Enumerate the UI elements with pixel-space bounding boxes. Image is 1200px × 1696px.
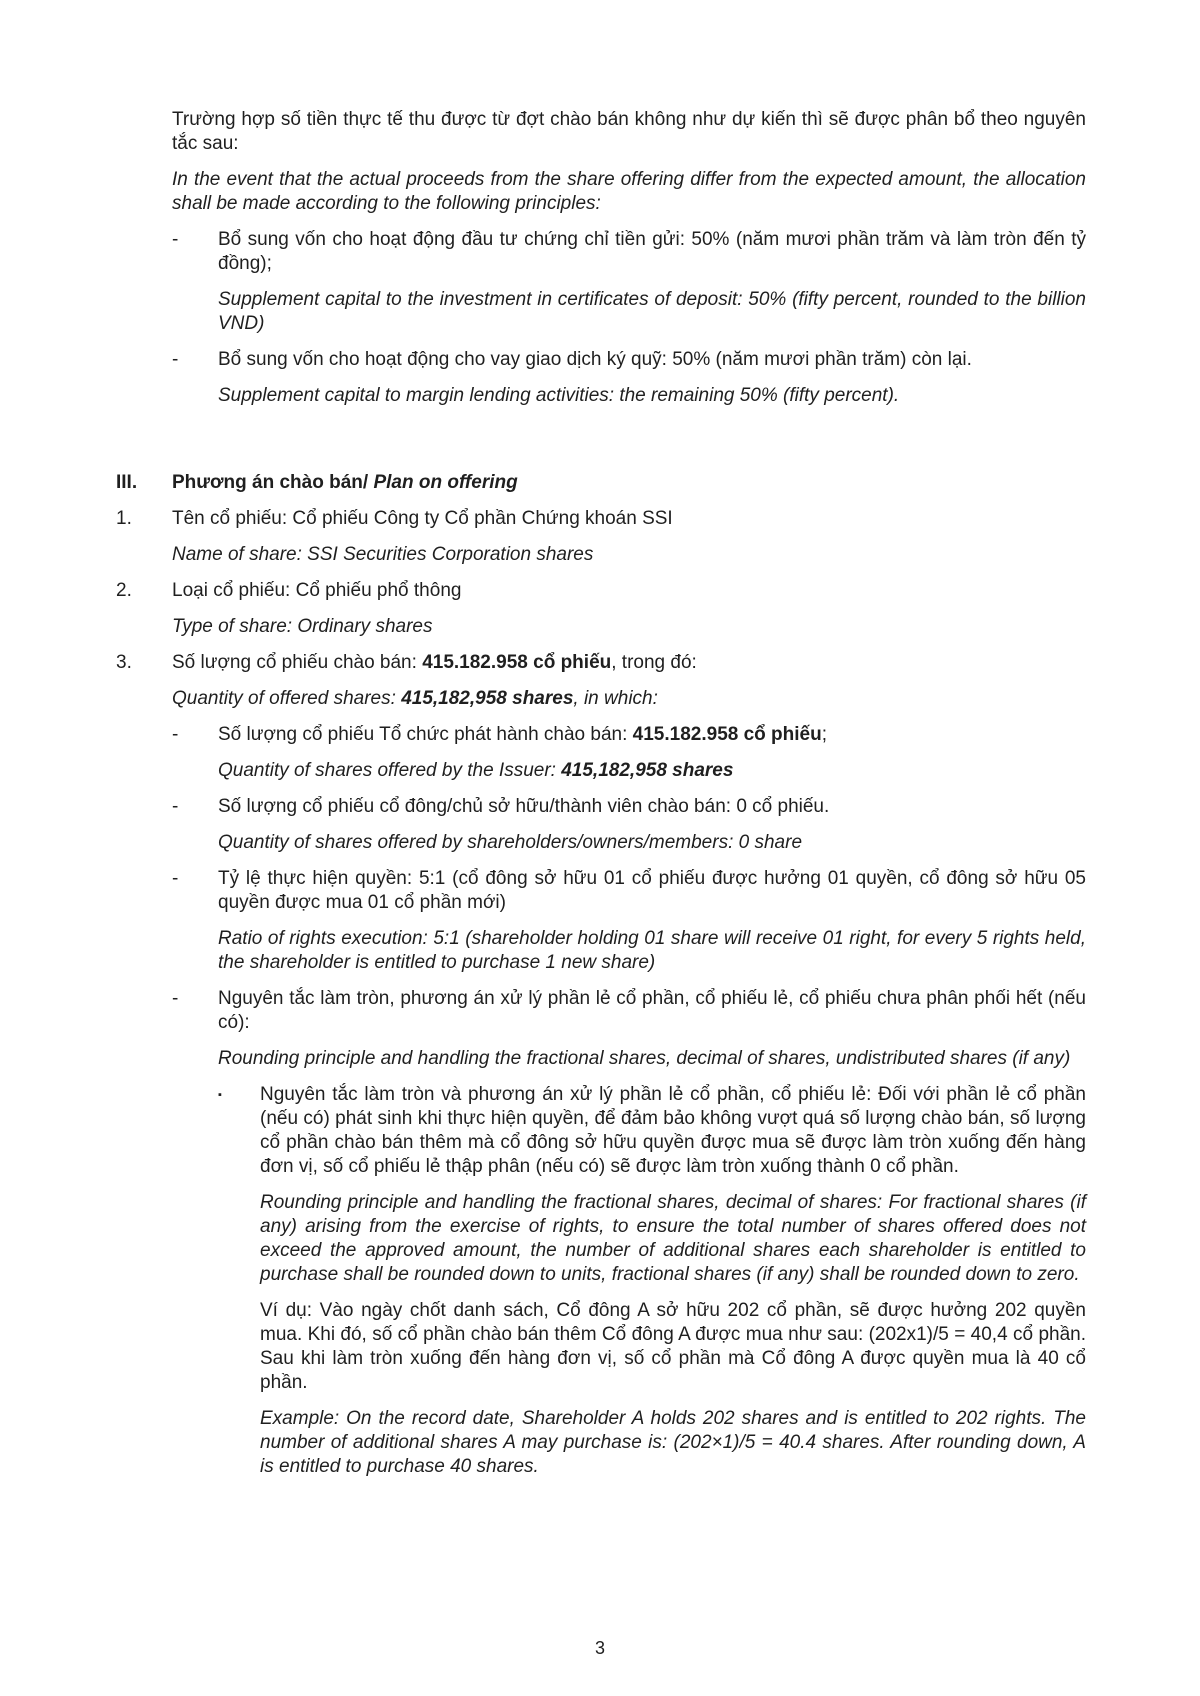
item-1-number: 1. [116, 508, 132, 529]
dash-bullet-marker: - [172, 229, 179, 250]
allocation-bullet-1-vi [172, 228, 1086, 276]
dash-bullet-marker: - [172, 796, 179, 817]
item-1-vi [116, 507, 1086, 531]
item-3-en-suffix: , in which: [573, 688, 658, 709]
allocation-bullet-2-en: Supplement capital to margin lending activities: the remaining 50% (fifty percent). [218, 385, 900, 406]
item-3-en-quantity: 415,182,958 shares [401, 688, 574, 709]
offer-bullet-ratio-vi-text: Tỷ lệ thực hiện quyền: 5:1 (cổ đông sở hữu 01 cổ phiếu được hưởng 01 quyền, cổ đông sở hữu 05 quyền được mua 01 cổ phần mới) [218, 868, 1086, 913]
item-3-vi-suffix: , trong đó: [611, 652, 697, 673]
item-3-vi-quantity: 415.182.958 cổ phiếu [422, 652, 612, 673]
offer-bullet-issuer-vi-prefix: Số lượng cổ phiếu Tổ chức phát hành chào bán: [218, 724, 633, 745]
dash-bullet-marker: - [172, 724, 179, 745]
item-2-en: Type of share: Ordinary shares [172, 616, 433, 637]
page-number: 3 [594, 1638, 605, 1658]
section-title-en: Plan on offering [373, 472, 518, 493]
offer-bullet-shareholders-vi [172, 795, 1086, 819]
rounding-detail-vi [172, 1083, 1086, 1179]
offer-bullet-shareholders-en: Quantity of shares offered by shareholders/owners/members: 0 share [218, 832, 803, 853]
offer-bullet-issuer-vi [172, 723, 1086, 747]
offer-bullet-shareholders-vi-text: Số lượng cổ phiếu cổ đông/chủ sở hữu/thành viên chào bán: 0 cổ phiếu. [218, 796, 830, 817]
allocation-bullet-2-vi-text: Bổ sung vốn cho hoạt động cho vay giao dịch ký quỹ: 50% (năm mươi phần trăm) còn lại. [218, 349, 972, 370]
offer-bullet-issuer-en [172, 759, 1086, 783]
offer-bullet-issuer-vi-quantity: 415.182.958 cổ phiếu [632, 724, 822, 745]
item-3-vi-prefix: Số lượng cổ phiếu chào bán: [172, 652, 423, 673]
dash-bullet-marker: - [172, 868, 179, 889]
offer-bullet-ratio-en: Ratio of rights execution: 5:1 (shareholder holding 01 share will receive 01 right, for every 5 rights held, the shareholder is entitled to purchase 1 new share) [218, 928, 1086, 973]
allocation-bullet-1-en: Supplement capital to the investment in certificates of deposit: 50% (fifty percent, rounded to the billion VND) [218, 289, 1086, 334]
section-title-vi: Phương án chào bán/ [172, 472, 374, 493]
offer-bullet-rounding-vi-text: Nguyên tắc làm tròn, phương án xử lý phần lẻ cổ phần, cổ phiếu lẻ, cổ phiếu chưa phân phối hết (nếu có): [218, 988, 1086, 1033]
section-numeral: III. [116, 472, 138, 493]
item-2-vi [116, 579, 1086, 603]
offer-bullet-rounding-vi [172, 987, 1086, 1035]
rounding-detail-vi-text: Nguyên tắc làm tròn và phương án xử lý phần lẻ cổ phần, cổ phiếu lẻ: Đối với phần lẻ cổ phần (nếu có) phát sinh khi thực hiện quyền, để đảm bảo không vượt quá số lượng chào bán, số lượng cổ phần chào bán thêm mà cổ đông sở hữu quyền được mua sẽ được làm tròn xuống đến hàng đơn vị, số cổ phiếu lẻ thập phân (nếu có) sẽ được làm tròn xuống thành 0 cổ phần. [260, 1084, 1086, 1177]
rounding-detail-en: Rounding principle and handling the fractional shares, decimal of shares: For fractional shares (if any) arising from the exercise of rights, to ensure the total number of shares offered does not exceed the approved amount, the number of additional shares each shareholder is entitled to purchase shall be rounded down to units, fractional shares (if any) shall be rounded down to zero. [260, 1192, 1086, 1285]
allocation-intro-en: In the event that the actual proceeds from the share offering differ from the expected amount, the allocation shall be made according to the following principles: [172, 169, 1086, 214]
offer-bullet-ratio-vi [172, 867, 1086, 915]
item-1-vi-text: Tên cổ phiếu: Cổ phiếu Công ty Cổ phần Chứng khoán SSI [172, 508, 673, 529]
allocation-bullet-1-vi-text: Bổ sung vốn cho hoạt động đầu tư chứng chỉ tiền gửi: 50% (năm mươi phần trăm và làm tròn đến tỷ đồng); [218, 229, 1086, 274]
allocation-intro-vi: Trường hợp số tiền thực tế thu được từ đợt chào bán không như dự kiến thì sẽ được phân bổ theo nguyên tắc sau: [172, 109, 1086, 154]
item-3-vi [116, 651, 1086, 675]
item-2-number: 2. [116, 580, 132, 601]
square-bullet-marker: ▪ [218, 1089, 222, 1101]
offer-bullet-issuer-vi-suffix: ; [821, 724, 828, 745]
allocation-bullet-2-vi [172, 348, 1086, 372]
section-heading [116, 471, 1086, 495]
item-2-vi-text: Loại cổ phiếu: Cổ phiếu phổ thông [172, 580, 462, 601]
offer-bullet-issuer-en-prefix: Quantity of shares offered by the Issuer: [218, 760, 562, 781]
dash-bullet-marker: - [172, 988, 179, 1009]
offer-bullet-issuer-en-quantity: 415,182,958 shares [561, 760, 734, 781]
rounding-example-vi: Ví dụ: Vào ngày chốt danh sách, Cổ đông A sở hữu 202 cổ phần, sẽ được hưởng 202 quyền mua. Khi đó, số cổ phần chào bán thêm Cổ đông A được mua như sau: (202x1)/5 = 40,4 cổ phần. Sau khi làm tròn xuống đến hàng đơn vị, số cổ phần mà Cổ đông A được quyền mua là 40 cổ phần. [260, 1300, 1086, 1393]
item-3-en-prefix: Quantity of offered shares: [172, 688, 402, 709]
item-3-number: 3. [116, 652, 132, 673]
offer-bullet-rounding-en: Rounding principle and handling the fractional shares, decimal of shares, undistributed shares (if any) [218, 1048, 1071, 1069]
item-3-en [172, 687, 1086, 711]
dash-bullet-marker: - [172, 349, 179, 370]
rounding-example-en: Example: On the record date, Shareholder A holds 202 shares and is entitled to 202 rights. The number of additional shares A may purchase is: (202×1)/5 = 40.4 shares. After rounding down, A is entitled to purchase 40 shares. [260, 1408, 1086, 1477]
item-1-en: Name of share: SSI Securities Corporation shares [172, 544, 594, 565]
